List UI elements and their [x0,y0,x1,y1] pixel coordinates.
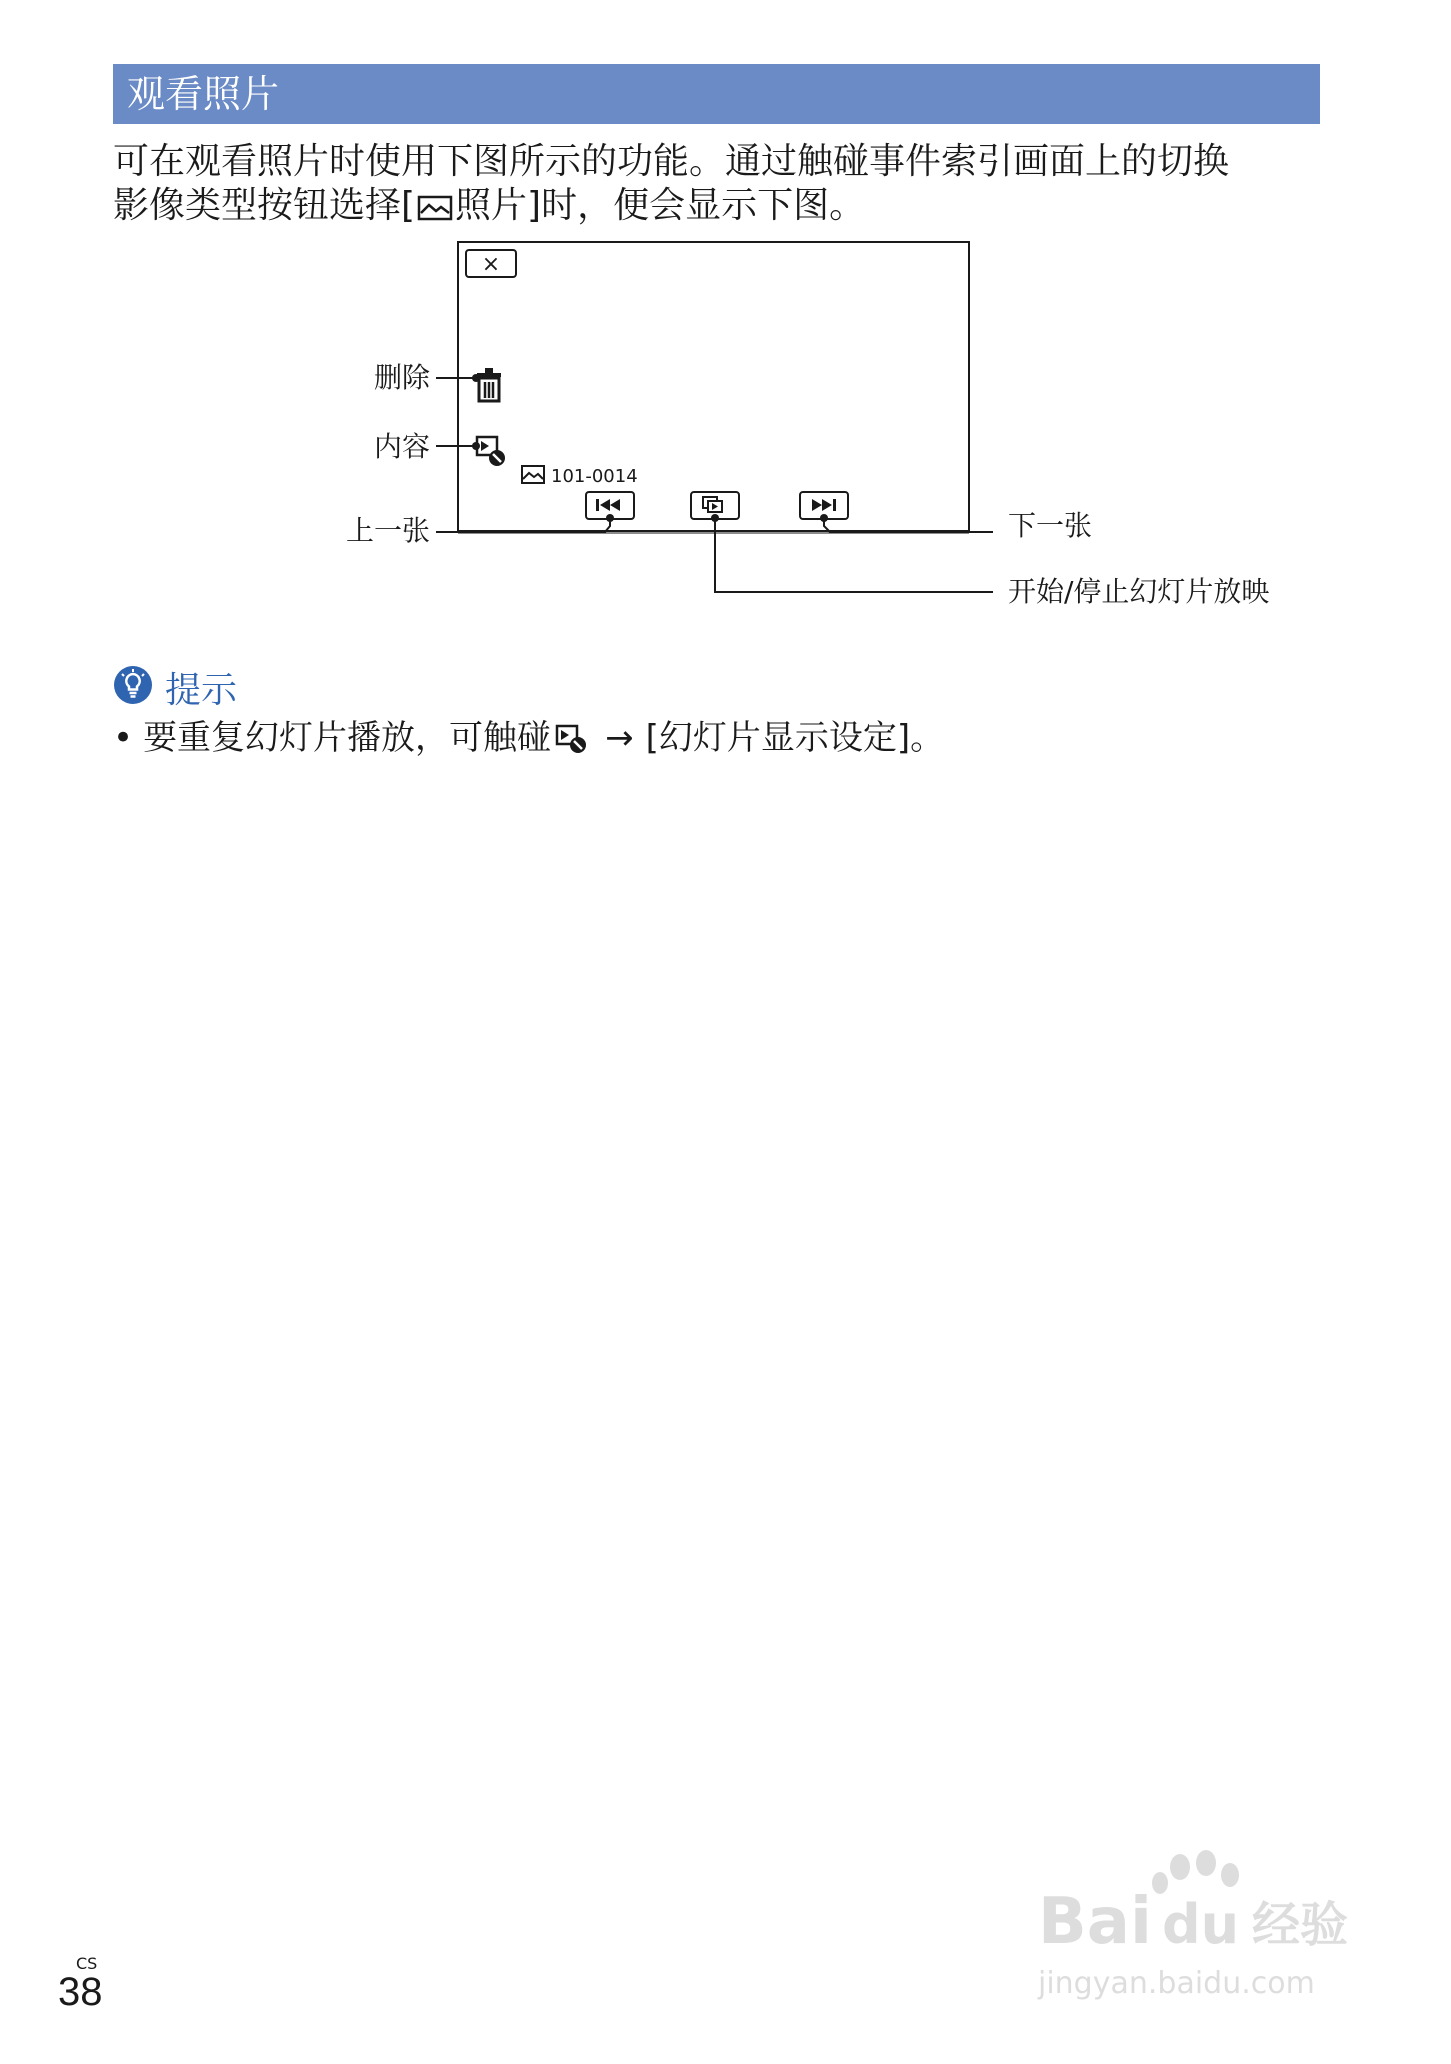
contents-label: 内容 [373,430,430,463]
watermark-url: jingyan.baidu.com [1038,1966,1315,2001]
intro-line-1: 可在观看照片时使用下图所示的功能。通过触碰事件索引画面上的切换 [113,141,1230,182]
hint-text-end: [幻灯片显示设定]。 [645,718,945,758]
close-button[interactable] [466,250,516,277]
close-icon: × [481,252,501,277]
previous-label: 上一张 [345,514,430,547]
language-code: CS [76,1954,98,1973]
watermark-brand: Bai [1038,1885,1152,1959]
hint-header [113,664,237,710]
lightbulb-icon [113,665,153,709]
baidu-watermark [1030,1845,1390,2009]
photo-playback-diagram [0,0,1451,640]
watermark-brand-cn: 经验 [1252,1897,1349,1953]
hint-list-item [113,716,944,764]
hint-text-start: 要重复幻灯片播放，可触碰 [143,718,552,758]
page-number: 38 [58,1970,103,2014]
intro-line-2-end: 照片]时，便会显示下图。 [455,185,866,226]
hint-title: 提示 [165,669,238,711]
arrow-icon: → [605,718,634,758]
slideshow-label: 开始/停止幻灯片放映 [1008,575,1270,608]
section-title: 观看照片 [127,72,280,116]
slideshow-settings-icon [555,720,589,764]
watermark-brand-2: du [1162,1893,1240,1956]
lcd-screen-frame [458,242,969,531]
delete-label: 删除 [373,361,430,394]
intro-line-2-start: 影像类型按钮选择[ [113,185,416,226]
paw-logo [1152,1850,1239,1894]
bullet: • [113,718,134,758]
file-number: 101-0014 [551,466,638,487]
next-label: 下一张 [1008,509,1093,542]
